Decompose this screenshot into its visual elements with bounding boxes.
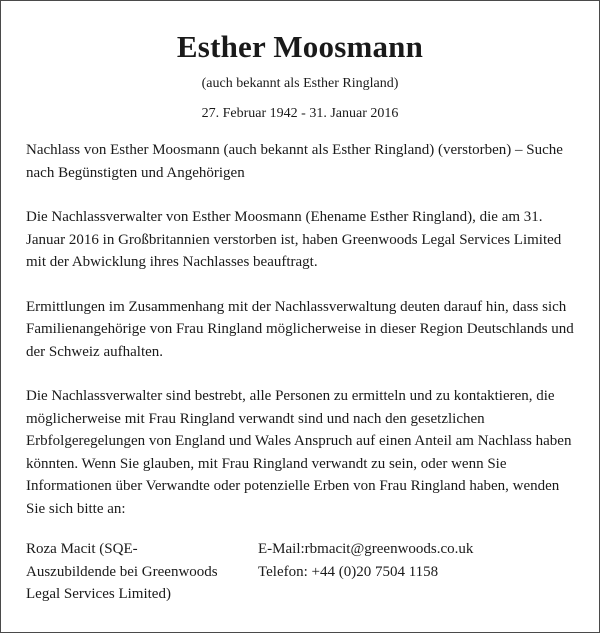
contact-phone: Telefon: +44 (0)20 7504 1158: [258, 563, 439, 580]
notice-body: [26, 139, 577, 542]
paragraph-investigation: Ermittlungen im Zusammenhang mit der Nachlassverwaltung deuten darauf hin, dass sich Familienangehörige von Frau Ringland möglicherweise in dieser Region Deutschlands und der Schweiz aufhalten.: [26, 298, 574, 360]
paragraph-heading: Nachlass von Esther Moosmann (auch bekannt als Esther Ringland) (verstorben) – Suche nach Begünstigten und Angehörigen: [26, 142, 563, 181]
contact-person: [26, 538, 226, 606]
contact-person-line: Auszubildende bei Greenwoods: [26, 563, 218, 580]
contact-person-line: Roza Macit (SQE-: [26, 541, 138, 557]
deceased-name: Esther Moosmann: [176, 29, 424, 64]
aka-line: (auch bekannt als Esther Ringland): [201, 76, 399, 91]
contact-details: [258, 538, 578, 583]
life-dates: 27. Februar 1942 - 31. Januar 2016: [201, 106, 399, 121]
paragraph-request: Die Nachlassverwalter sind bestrebt, alle Personen zu ermitteln und zu kontaktieren, die möglicherweise mit Frau Ringland verwandt sind und nach den gesetzlichen Erbfolgeregelungen von England und Wales Anspruch auf einen Anteil am Nachlass haben könnten. Wenn Sie glauben, mit Frau Ringland verwandt zu sein, oder wenn Sie Informationen über Verwandte oder potenzielle Erben von Frau Ringland haben, wenden Sie sich bitte an:: [26, 388, 572, 517]
contact-person-line: Legal Services Limited): [26, 586, 171, 602]
paragraph-administrators: Die Nachlassverwalter von Esther Moosmann (Ehename Esther Ringland), die am 31. Januar 2016 in Großbritannien verstorben ist, haben Greenwoods Legal Services Limited mit der Abwicklung ihres Nachlasses beauftragt.: [26, 209, 562, 270]
contact-email: E-Mail:rbmacit@greenwoods.co.uk: [258, 541, 474, 557]
